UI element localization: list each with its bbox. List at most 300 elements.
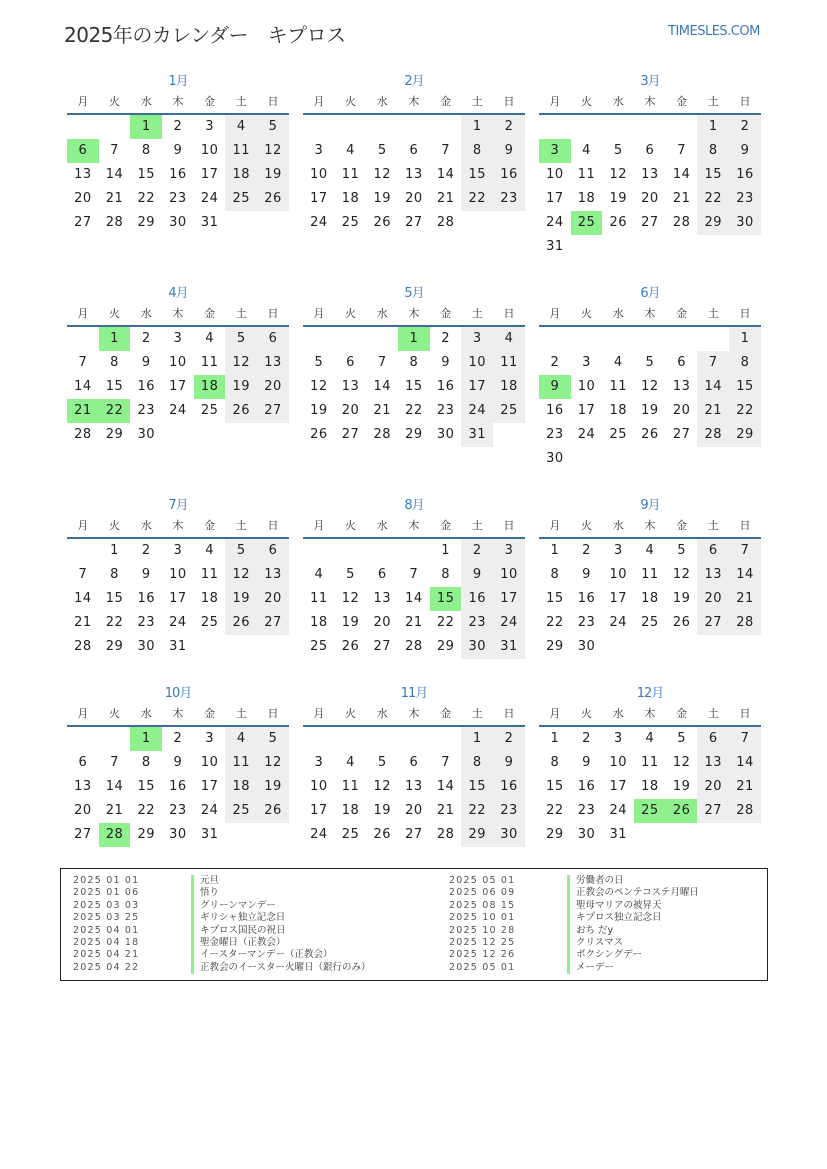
week-row [303,163,525,187]
day-cell-empty [225,635,257,659]
weekday-header [67,515,289,539]
day-cell: 8 [729,351,761,375]
day-cell: 28 [436,827,455,842]
week-row [539,163,761,187]
weekday-label: 金 [676,307,688,320]
day-cell: 18 [310,615,328,630]
holiday-date: 2025 03 25 [73,912,140,924]
weekday-label: 金 [440,707,452,720]
weekday-label: 木 [172,519,184,532]
day-cell: 20 [697,775,729,799]
day-cell: 5 [677,543,686,558]
day-cell: 10 [609,567,627,582]
day-cell: 22 [461,799,493,823]
day-cell: 13 [697,751,729,775]
day-cell: 30 [169,215,187,230]
day-cell: 19 [225,375,257,399]
day-cell: 27 [641,215,659,230]
weekday-label: 土 [471,707,483,720]
holiday-row [73,912,371,924]
day-cell-holiday: 9 [539,375,571,399]
holiday-marker [191,937,194,949]
weekday-label: 木 [172,707,184,720]
day-cell: 17 [609,591,627,606]
day-cell: 8 [441,567,450,582]
weekday-label: 水 [612,95,624,108]
holiday-marker [567,949,570,961]
day-cell: 12 [225,351,257,375]
day-cell-holiday: 21 [67,399,99,423]
weekday-label: 土 [707,707,719,720]
day-cell: 3 [205,731,214,746]
weekday-label: 月 [313,707,325,720]
day-cell-empty [461,211,493,235]
holiday-name: 労働者の日 [576,875,624,886]
day-cell: 26 [373,827,391,842]
day-cell: 14 [405,591,423,606]
week-row [67,587,289,611]
week-row [539,635,761,659]
day-cell-empty [99,727,131,751]
weekday-label: 月 [313,519,325,532]
holiday-date: 2025 12 25 [449,936,516,948]
day-cell: 21 [373,403,391,418]
day-cell: 8 [409,355,419,370]
day-cell: 13 [74,167,92,182]
day-cell: 29 [105,427,124,442]
week-row [539,775,761,799]
holiday-date: 2025 08 15 [449,899,516,911]
day-cell: 25 [493,399,525,423]
day-cell: 21 [74,615,92,630]
day-cell-empty [99,115,131,139]
day-cell: 27 [697,611,729,635]
day-cell-empty [634,327,666,351]
day-cell: 8 [461,139,493,163]
holiday-name: グリーンマンデー [200,899,276,911]
weekday-label: 金 [676,519,688,532]
weekday-label: 金 [676,95,688,108]
holiday-row [449,887,699,899]
day-cell: 30 [436,427,455,442]
holiday-marker [567,937,570,949]
day-cell: 17 [200,779,219,794]
weekday-label: 火 [581,307,593,320]
day-cell-empty [257,423,289,447]
day-cell: 3 [173,331,183,346]
month-title: 3月 [640,74,660,89]
day-cell: 21 [105,191,124,206]
day-cell: 15 [546,779,564,794]
weekday-label: 日 [267,95,279,108]
day-cell: 22 [546,615,564,630]
day-cell: 10 [461,351,493,375]
day-cell-empty [67,539,99,563]
day-cell: 9 [441,355,450,370]
day-cell: 23 [493,799,525,823]
day-cell: 16 [169,167,187,182]
week-row [303,727,525,751]
week-row [303,139,525,163]
day-cell: 2 [461,539,493,563]
day-cell: 2 [582,543,591,558]
day-cell: 24 [493,611,525,635]
day-cell: 6 [677,355,686,370]
holiday-row [449,912,699,924]
day-cell: 20 [74,191,92,206]
day-cell: 23 [577,615,596,630]
day-cell: 1 [461,115,493,139]
week-row [303,563,525,587]
holiday-marker [191,912,194,924]
day-cell: 22 [436,615,455,630]
day-cell-empty [398,727,430,751]
weekday-label: 日 [267,307,279,320]
week-row [539,115,761,139]
day-cell-empty [257,823,289,847]
week-row [539,799,761,823]
day-cell: 21 [436,191,455,206]
day-cell: 4 [346,143,355,158]
month-title: 11月 [400,686,428,701]
holiday-date: 2025 04 22 [73,961,140,973]
day-cell: 22 [405,403,423,418]
day-cell: 21 [436,803,455,818]
week-row [303,539,525,563]
day-cell-empty [366,115,398,139]
day-cell: 20 [341,403,360,418]
day-cell-holiday: 18 [194,375,226,399]
day-cell-empty [571,447,603,471]
day-cell: 4 [205,331,214,346]
day-cell-empty [366,727,398,751]
day-cell: 23 [493,187,525,211]
week-row [539,751,761,775]
day-cell-empty [303,115,335,139]
day-cell-holiday: 1 [99,327,131,351]
holiday-marker [191,949,194,961]
day-cell: 2 [729,115,761,139]
day-cell: 18 [200,591,219,606]
day-cell: 8 [550,567,560,582]
day-cell-empty [729,235,761,259]
holiday-name: 正教会のペンテコステ月曜日 [576,887,699,899]
day-cell: 9 [173,755,183,770]
day-cell: 13 [341,379,360,394]
day-cell: 16 [729,163,761,187]
day-cell: 6 [257,327,289,351]
day-cell: 12 [672,567,691,582]
day-cell: 13 [74,779,92,794]
holiday-name: 悟り [200,887,220,899]
week-row [539,611,761,635]
day-cell: 6 [697,539,729,563]
day-cell: 12 [225,563,257,587]
day-cell: 28 [697,423,729,447]
day-cell: 25 [341,827,360,842]
day-cell: 29 [729,423,761,447]
weekday-label: 水 [140,95,152,108]
week-row [67,423,289,447]
day-cell: 7 [110,755,119,770]
month-title: 6月 [640,286,660,301]
holiday-name: 元旦 [200,875,220,886]
holiday-marker [191,900,194,912]
day-cell-holiday: 26 [666,799,698,823]
day-cell: 7 [677,143,686,158]
day-cell: 26 [225,611,257,635]
month-title: 7月 [168,498,188,513]
day-cell-holiday: 25 [571,211,603,235]
day-cell: 29 [137,215,155,230]
brand-link[interactable]: TIMESLES.COM [668,24,760,39]
day-cell: 28 [373,427,391,442]
day-cell: 17 [493,587,525,611]
week-row [67,799,289,823]
day-cell-empty [602,115,634,139]
day-cell: 24 [200,803,219,818]
weekday-header [539,91,761,115]
day-cell: 4 [225,115,257,139]
day-cell: 5 [645,355,655,370]
day-cell-holiday: 25 [634,799,666,823]
day-cell: 22 [461,187,493,211]
day-cell: 5 [225,539,257,563]
holiday-name: キプロス独立記念日 [576,912,662,924]
day-cell: 4 [645,543,655,558]
day-cell: 18 [609,403,627,418]
day-cell: 17 [546,191,564,206]
day-cell: 27 [257,611,289,635]
day-cell: 18 [225,775,257,799]
day-cell-empty [634,115,666,139]
day-cell: 11 [200,567,219,582]
day-cell: 30 [137,427,155,442]
day-cell: 12 [257,139,289,163]
day-cell-empty [335,115,367,139]
day-cell: 1 [729,327,761,351]
day-cell: 16 [461,587,493,611]
holiday-row [73,937,371,949]
day-cell: 13 [697,563,729,587]
holiday-name: 聖母マリアの被昇天 [576,899,662,911]
day-cell-empty [634,635,666,659]
weekday-label: 日 [267,519,279,532]
week-row [67,163,289,187]
week-row [539,375,761,399]
holiday-name: ギリシャ独立記念日 [200,912,286,924]
day-cell: 19 [373,191,391,206]
day-cell: 18 [641,779,659,794]
day-cell: 7 [409,567,419,582]
weekday-label: 水 [376,95,388,108]
day-cell-empty [335,727,367,751]
day-cell: 5 [314,355,324,370]
day-cell: 26 [373,215,391,230]
day-cell-empty [539,115,571,139]
day-cell: 18 [641,591,659,606]
day-cell: 29 [105,639,124,654]
day-cell: 22 [137,191,155,206]
weekday-label: 土 [471,95,483,108]
weekday-label: 日 [503,519,515,532]
day-cell: 20 [257,587,289,611]
day-cell: 23 [137,615,155,630]
day-cell: 16 [577,591,596,606]
day-cell: 7 [110,143,119,158]
day-cell: 12 [373,779,391,794]
day-cell: 1 [441,543,450,558]
day-cell: 15 [697,163,729,187]
weekday-label: 木 [172,95,184,108]
holiday-marker [191,887,194,899]
day-cell: 3 [205,119,214,134]
weekday-label: 火 [581,95,593,108]
week-row [67,775,289,799]
day-cell-empty [225,423,257,447]
day-cell: 3 [461,327,493,351]
day-cell: 23 [577,803,596,818]
weekday-header [539,303,761,327]
day-cell: 11 [200,355,219,370]
day-cell: 25 [341,215,360,230]
day-cell: 22 [697,187,729,211]
day-cell: 22 [729,399,761,423]
month-1 [67,73,289,235]
day-cell: 30 [546,451,564,466]
week-row [67,351,289,375]
week-row [303,775,525,799]
day-cell-empty [67,327,99,351]
day-cell-empty [602,447,634,471]
weekday-label: 火 [345,519,357,532]
day-cell: 14 [672,167,691,182]
weekday-label: 土 [707,95,719,108]
month-10 [67,685,289,847]
weekday-label: 月 [77,519,89,532]
day-cell: 13 [373,591,391,606]
day-cell: 16 [137,591,155,606]
holiday-date: 2025 04 01 [73,924,140,936]
day-cell: 24 [310,827,328,842]
holiday-row [449,949,699,961]
day-cell: 25 [609,427,627,442]
week-row [67,563,289,587]
day-cell: 10 [609,755,627,770]
day-cell: 29 [405,427,423,442]
day-cell: 17 [577,403,596,418]
day-cell: 15 [405,379,423,394]
holiday-row [449,937,699,949]
day-cell: 27 [697,799,729,823]
day-cell: 19 [641,403,659,418]
day-cell-empty [194,423,226,447]
day-cell: 16 [577,779,596,794]
day-cell-empty [602,635,634,659]
holiday-name: 聖金曜日（正教会） [200,936,286,948]
day-cell-empty [257,211,289,235]
day-cell: 31 [200,215,219,230]
day-cell: 19 [225,587,257,611]
day-cell: 19 [257,775,289,799]
day-cell-empty [666,447,698,471]
day-cell: 14 [74,379,92,394]
day-cell: 11 [341,167,360,182]
week-row [67,375,289,399]
day-cell: 23 [169,803,187,818]
day-cell: 4 [205,543,214,558]
week-row [67,327,289,351]
day-cell-empty [602,235,634,259]
day-cell: 4 [346,755,355,770]
day-cell: 9 [141,355,151,370]
day-cell-empty [697,327,729,351]
day-cell: 22 [546,803,564,818]
day-cell: 9 [141,567,151,582]
day-cell: 1 [697,115,729,139]
day-cell: 10 [169,567,187,582]
day-cell: 19 [341,615,360,630]
day-cell-holiday: 22 [99,399,131,423]
day-cell: 14 [436,167,455,182]
day-cell: 29 [546,827,564,842]
day-cell: 16 [436,379,455,394]
week-row [67,115,289,139]
weekday-label: 土 [235,707,247,720]
month-title: 10月 [164,686,192,701]
day-cell: 11 [341,779,360,794]
day-cell: 27 [405,215,423,230]
day-cell: 26 [609,215,627,230]
month-7 [67,497,289,659]
day-cell: 19 [609,191,627,206]
holiday-date: 2025 10 28 [449,924,516,936]
holiday-date: 2025 04 18 [73,936,140,948]
weekday-label: 木 [172,307,184,320]
day-cell: 27 [74,827,92,842]
day-cell: 12 [672,755,691,770]
day-cell: 17 [461,375,493,399]
day-cell: 25 [225,187,257,211]
day-cell: 27 [672,427,691,442]
month-4 [67,285,289,447]
holiday-date: 2025 01 06 [73,887,140,899]
day-cell: 16 [137,379,155,394]
day-cell: 19 [672,591,691,606]
day-cell: 29 [697,211,729,235]
day-cell: 18 [577,191,596,206]
month-title: 4月 [168,286,188,301]
weekday-label: 月 [77,95,89,108]
day-cell: 26 [225,399,257,423]
weekday-label: 木 [644,95,656,108]
day-cell-empty [398,539,430,563]
week-row [303,635,525,659]
day-cell: 4 [645,731,655,746]
day-cell: 7 [441,143,450,158]
day-cell: 11 [225,139,257,163]
day-cell: 10 [200,143,219,158]
day-cell: 24 [310,215,328,230]
day-cell: 28 [74,427,92,442]
day-cell: 18 [493,375,525,399]
day-cell: 6 [697,727,729,751]
month-title: 5月 [404,286,424,301]
holiday-date: 2025 05 01 [449,875,516,886]
weekday-label: 金 [204,307,216,320]
holiday-list-right [449,875,699,974]
day-cell: 17 [310,803,328,818]
